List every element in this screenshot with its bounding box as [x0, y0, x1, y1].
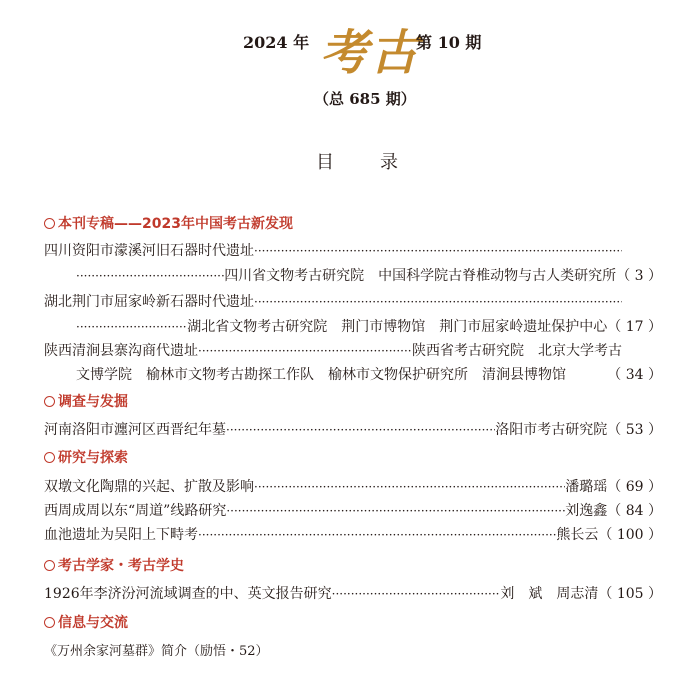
- toc-entry-title[interactable]: [44, 291, 622, 311]
- section-heading-text: 调查与发掘: [58, 394, 128, 410]
- section-heading-info: [44, 612, 128, 632]
- toc-entry[interactable]: [44, 500, 662, 520]
- toc-entry-author[interactable]: [76, 316, 662, 336]
- circle-bullet-icon: [44, 452, 55, 463]
- article-title[interactable]: 四川资阳市濛溪河旧石器时代遗址: [44, 243, 254, 259]
- dot-leader: [76, 269, 224, 283]
- article-author: 熊长云: [556, 527, 599, 543]
- article-page: （ 53 ）: [607, 422, 662, 438]
- circle-bullet-icon: [44, 396, 55, 407]
- article-author: 湖北省文物考古研究院 荆门市博物馆 荆门市屈家岭遗址保护中心: [187, 319, 608, 335]
- article-author: 洛阳市考古研究院: [495, 422, 608, 438]
- toc-entry-title[interactable]: [44, 240, 622, 260]
- article-author: 陕西省考古研究院 北京大学考古: [412, 343, 622, 359]
- article-title[interactable]: 陕西清涧县寨沟商代遗址: [44, 343, 198, 359]
- dot-leader: [226, 504, 565, 518]
- section-heading-text: 研究与探索: [58, 450, 128, 466]
- article-title[interactable]: 河南洛阳市瀍河区西晋纪年墓: [44, 422, 226, 438]
- article-author: 潘璐瑶: [565, 479, 608, 495]
- article-title[interactable]: 1926年李济汾河流域调查的中、英文报告研究: [44, 586, 332, 602]
- article-page: （ 3 ）: [616, 268, 662, 284]
- article-page: （ 34 ）: [607, 367, 662, 383]
- section-heading-text: 本刊专稿——2023年中国考古新发现: [58, 216, 293, 232]
- section-heading-history: [44, 555, 184, 575]
- toc-entry[interactable]: [44, 524, 662, 544]
- toc-entry-author[interactable]: [76, 364, 662, 384]
- dot-leader: [254, 244, 622, 258]
- dot-leader: [198, 528, 556, 542]
- article-page: （ 17 ）: [607, 319, 662, 335]
- total-issue-label: （总 685 期）: [314, 90, 416, 108]
- issue-label: 第 10 期: [416, 33, 482, 52]
- article-page: （ 105 ）: [598, 586, 662, 602]
- article-title[interactable]: 血池遗址为吴阳上下畤考: [44, 527, 198, 543]
- info-entry[interactable]: 《万州余家河墓群》简介（励悟・52）: [44, 644, 269, 659]
- dot-leader: [76, 320, 187, 334]
- article-author: 四川省文物考古研究院 中国科学院古脊椎动物与古人类研究所: [224, 268, 617, 284]
- article-page: （ 100 ）: [598, 527, 662, 543]
- dot-leader: [198, 344, 412, 358]
- article-title[interactable]: 西周成周以东“周道”线路研究: [44, 503, 227, 519]
- circle-bullet-icon: [44, 560, 55, 571]
- toc-entry[interactable]: [44, 419, 662, 439]
- dot-leader: [254, 480, 565, 494]
- article-title[interactable]: 湖北荆门市屈家岭新石器时代遗址: [44, 294, 254, 310]
- section-heading-text: 信息与交流: [58, 615, 128, 631]
- section-heading-survey: [44, 391, 128, 411]
- article-author: 文博学院 榆林市文物考古勘探工作队 榆林市文物保护研究所 清涧县博物馆: [76, 367, 566, 383]
- toc-entry-author[interactable]: [76, 265, 662, 285]
- circle-bullet-icon: [44, 218, 55, 229]
- article-title[interactable]: 双墩文化陶鼎的兴起、扩散及影响: [44, 479, 254, 495]
- toc-entry-title[interactable]: [44, 340, 622, 360]
- year-label: 2024 年: [243, 33, 310, 52]
- dot-leader: [226, 423, 495, 437]
- toc-entry[interactable]: [44, 583, 662, 603]
- section-heading-special: [44, 213, 293, 233]
- article-page: （ 84 ）: [607, 503, 662, 519]
- toc-entry[interactable]: [44, 476, 662, 496]
- dot-leader: [254, 295, 622, 309]
- circle-bullet-icon: [44, 617, 55, 628]
- journal-logo: 考古: [320, 25, 421, 81]
- section-heading-research: [44, 447, 128, 467]
- article-author: 刘 斌 周志清: [500, 586, 599, 602]
- article-page: （ 69 ）: [607, 479, 662, 495]
- article-author: 刘逸鑫: [565, 503, 608, 519]
- section-heading-text: 考古学家・考古学史: [58, 558, 184, 574]
- contents-title: 目录: [316, 152, 444, 173]
- dot-leader: [332, 587, 501, 601]
